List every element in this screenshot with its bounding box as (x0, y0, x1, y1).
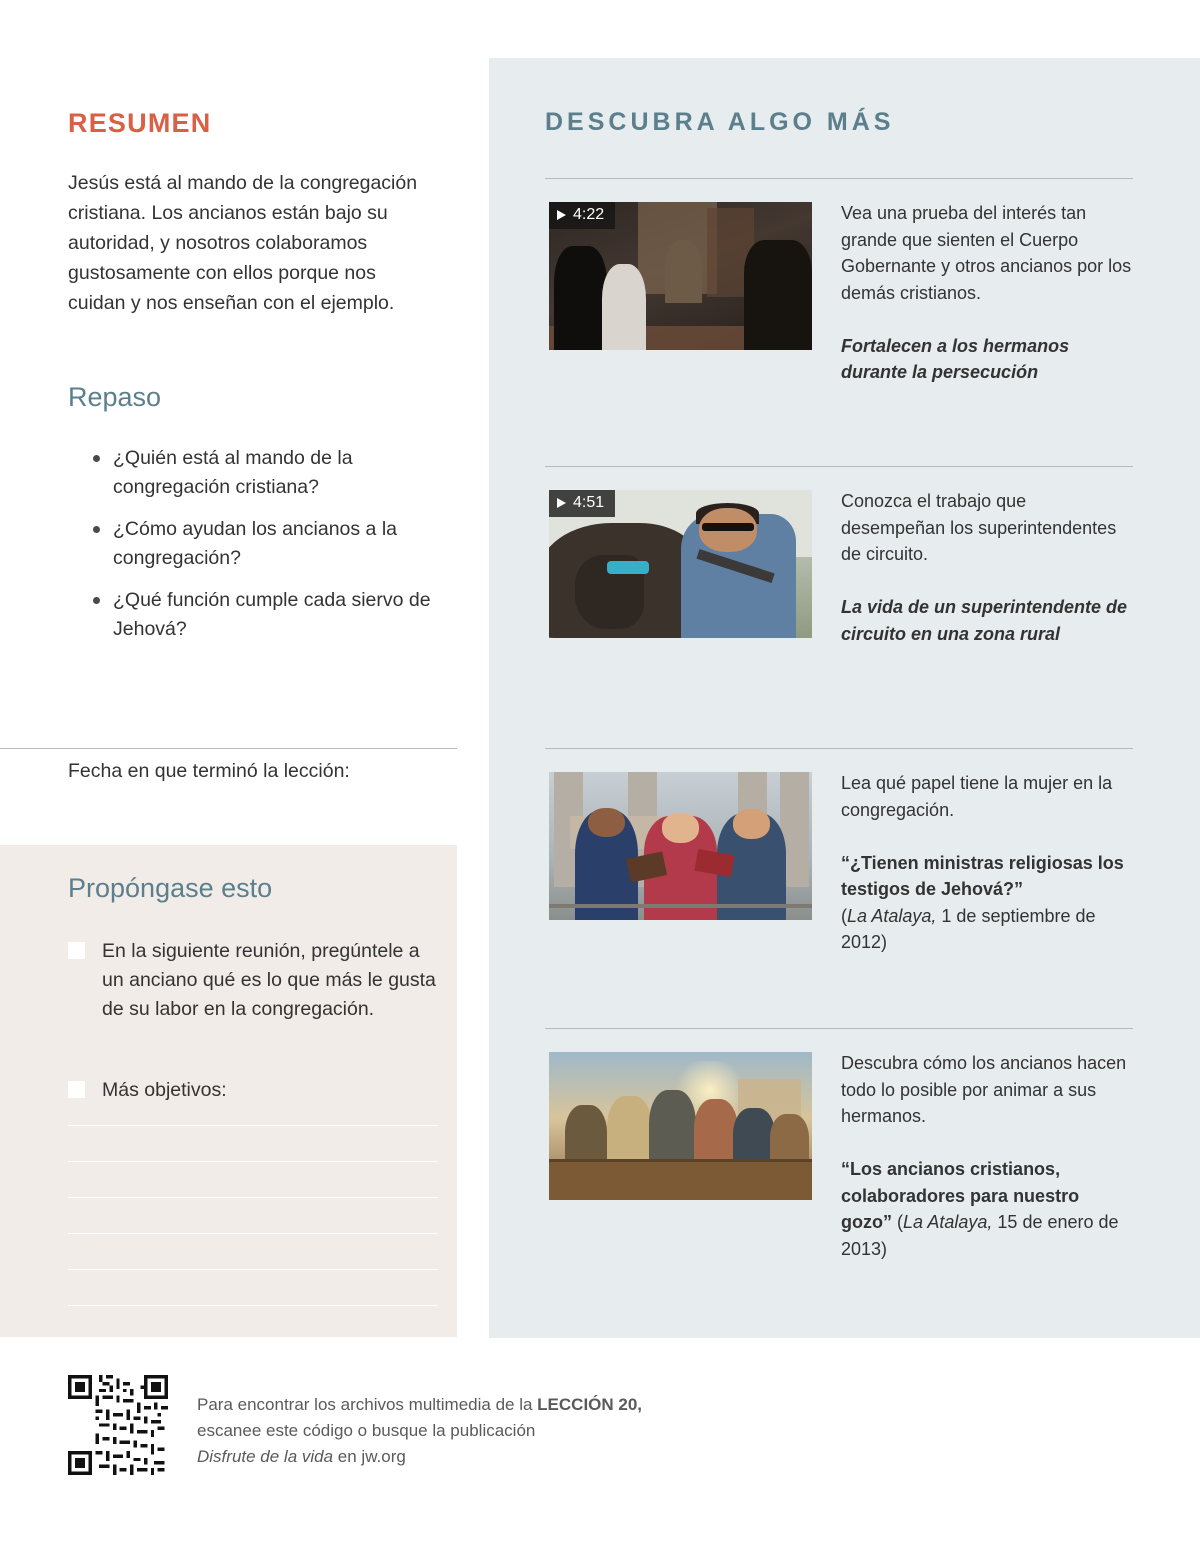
footer-publication-title: Disfrute de la vida (197, 1447, 334, 1466)
entry-title[interactable]: La vida de un superintendente de circuito en una zona rural (841, 597, 1128, 644)
write-line[interactable] (68, 1305, 438, 1306)
entry-source-prefix: ( (841, 905, 847, 926)
divider (545, 178, 1133, 179)
video-duration-badge (549, 490, 615, 517)
goal-item-2[interactable] (68, 1076, 438, 1105)
video-duration-label: 4:51 (573, 494, 605, 511)
video-thumbnail-2[interactable] (549, 490, 812, 638)
write-line[interactable] (68, 1233, 438, 1234)
video-duration-label: 4:22 (573, 206, 605, 223)
write-in-lines[interactable] (68, 1125, 438, 1341)
write-line[interactable] (68, 1125, 438, 1126)
review-heading: Repaso (68, 382, 162, 412)
review-question-list (85, 444, 455, 657)
goals-heading: Propóngase esto (68, 873, 273, 903)
entry-copy-1 (841, 200, 1133, 386)
summary-paragraph: Jesús está al mando de la congregación cristiana. Los ancianos están bajo su autoridad, y nosotros colaboramos gustosamente con ellos porque nos cuidan y nos enseñan con el ejemplo. (68, 172, 418, 314)
goal-item-2-label: Más objetivos: (102, 1079, 227, 1101)
entry-title[interactable]: “¿Tienen ministras religiosas los testigos de Jehová?” (841, 852, 1124, 899)
write-line[interactable] (68, 1161, 438, 1162)
list-item: ¿Quién está al mando de la congregación cristiana? (113, 444, 455, 502)
write-line[interactable] (68, 1269, 438, 1270)
entry-description: Conozca el trabajo que desempeñan los superintendentes de circuito. (841, 491, 1117, 564)
play-icon (557, 498, 566, 508)
article-thumbnail-4[interactable] (549, 1052, 812, 1200)
entry-description: Lea qué papel tiene la mujer en la congregación. (841, 773, 1113, 820)
entry-source-publication: La Atalaya, (847, 905, 937, 926)
entry-source-prefix: ( (897, 1212, 904, 1232)
summary-heading: RESUMEN (68, 108, 212, 138)
footer-line2-text: escanee este código o busque la publicación (197, 1421, 536, 1440)
footer-lesson-label: LECCIÓN 20, (537, 1395, 643, 1414)
entry-copy-2 (841, 488, 1133, 647)
article-thumbnail-3[interactable] (549, 772, 812, 920)
footer-site-text: en jw.org (333, 1447, 406, 1466)
divider (545, 466, 1133, 467)
list-item: ¿Cómo ayudan los ancianos a la congregación? (113, 515, 455, 573)
play-icon (557, 210, 566, 220)
entry-description: Descubra cómo los ancianos hacen todo lo posible por animar a sus hermanos. (841, 1053, 1127, 1126)
footer-line1-text: Para encontrar los archivos multimedia de la (197, 1395, 538, 1414)
checkbox-icon[interactable] (68, 942, 85, 959)
divider (0, 748, 457, 749)
women-with-books-photo (549, 772, 812, 920)
video-thumbnail-1[interactable] (549, 202, 812, 350)
write-line[interactable] (68, 1197, 438, 1198)
checkbox-icon[interactable] (68, 1081, 85, 1098)
divider (545, 748, 1133, 749)
entry-title[interactable]: “Los ancianos cristianos, colaboradores para nuestro gozo” (841, 1159, 1080, 1232)
ancient-congregation-painting (549, 1052, 812, 1200)
entry-description: Vea una prueba del interés tan grande que sienten el Cuerpo Gobernante y otros ancianos por los demás cristianos. (841, 203, 1132, 303)
summary-column (0, 0, 489, 1543)
discover-more-heading: DESCUBRA ALGO MÁS (545, 108, 895, 136)
entry-source-date: 1 de septiembre de 2012) (841, 905, 1096, 952)
video-duration-badge (549, 202, 615, 229)
goal-item-1-label: En la siguiente reunión, pregúntele a un anciano qué es lo que más le gusta de su labor en la congregación. (102, 940, 436, 1020)
goal-item-1[interactable] (68, 937, 438, 1024)
entry-copy-4 (841, 1050, 1133, 1262)
list-item: ¿Qué función cumple cada siervo de Jehová? (113, 586, 455, 644)
divider (545, 1028, 1133, 1029)
entry-source-date: 15 de enero de 2013) (841, 1212, 1119, 1259)
entry-source-publication: La Atalaya, (903, 1212, 993, 1232)
entry-title[interactable]: Fortalecen a los hermanos durante la persecución (841, 335, 1070, 382)
entry-copy-3 (841, 770, 1133, 956)
completion-date-label: Fecha en que terminó la lección: (68, 760, 350, 782)
footer-note (197, 1392, 837, 1470)
qr-code[interactable] (68, 1375, 168, 1475)
